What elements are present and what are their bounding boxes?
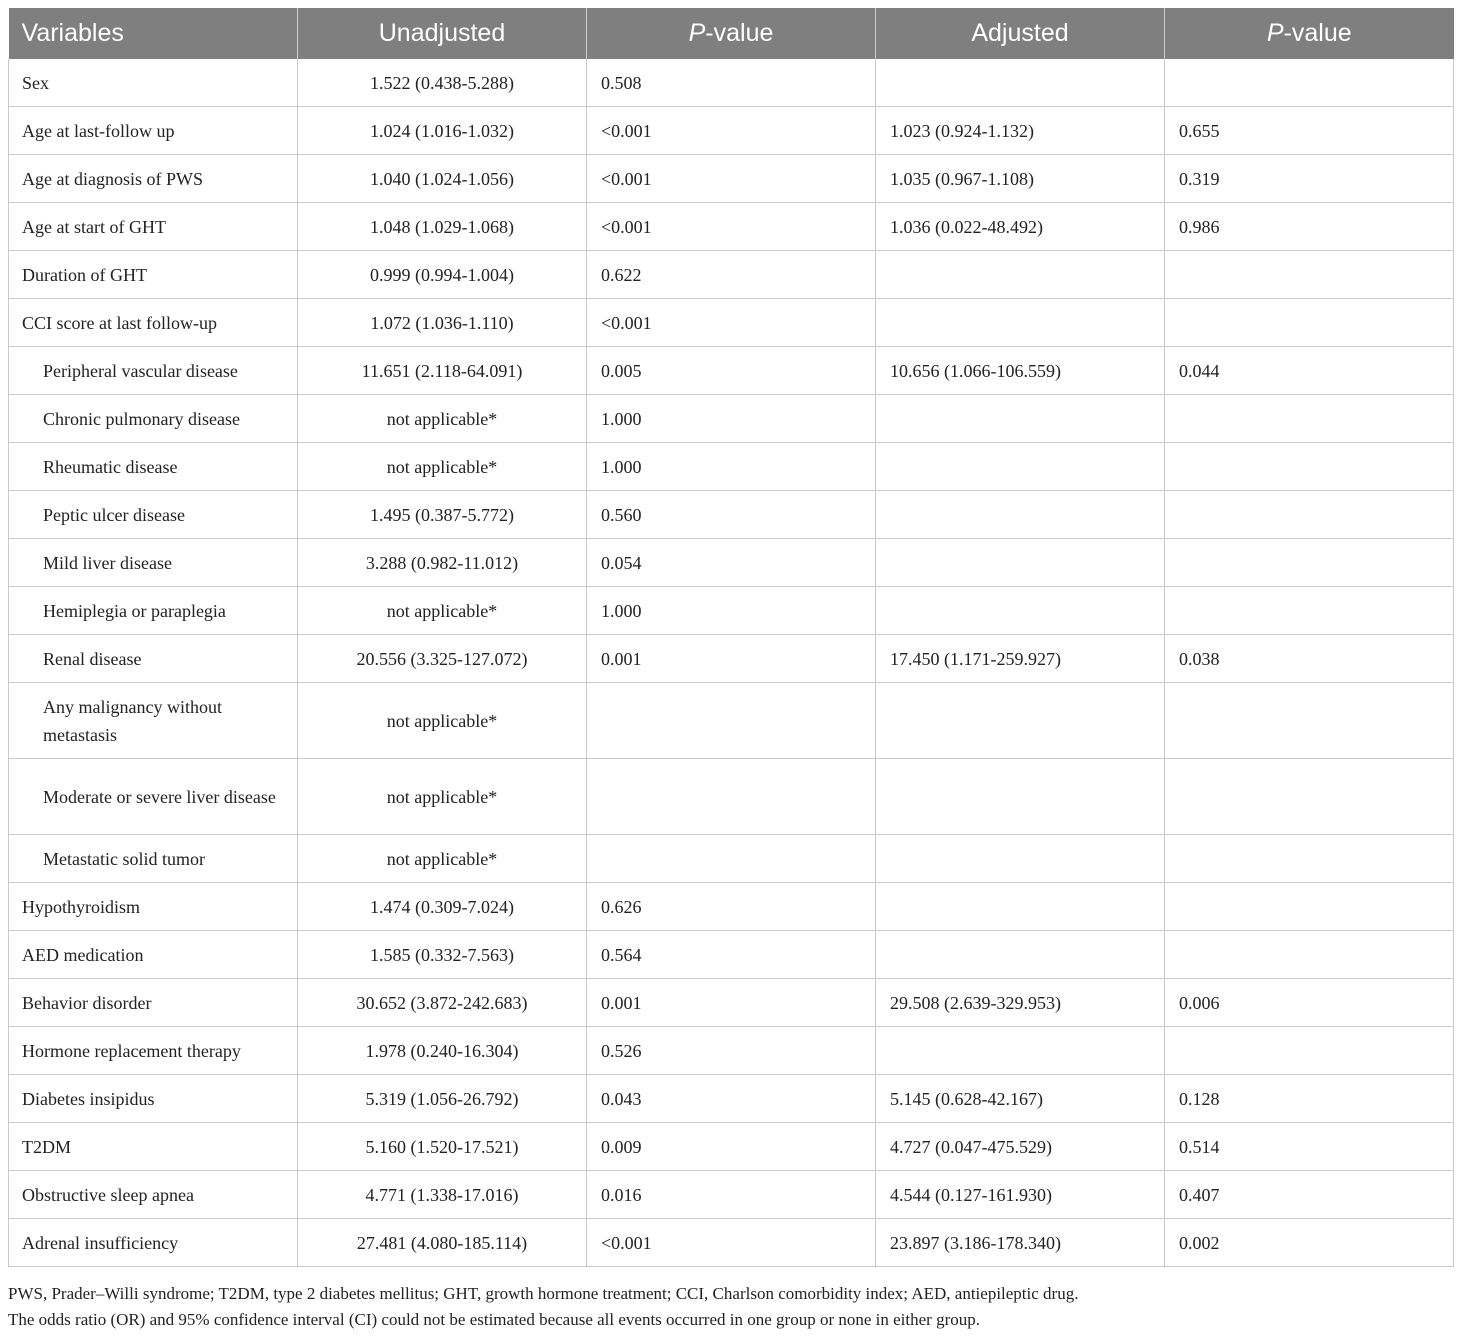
cell-unadjusted: 1.024 (1.016-1.032)	[298, 107, 587, 155]
cell-p-value-adjusted: 0.002	[1165, 1219, 1454, 1267]
cell-unadjusted: 3.288 (0.982-11.012)	[298, 539, 587, 587]
cell-p-value-adjusted	[1165, 587, 1454, 635]
cell-adjusted: 17.450 (1.171-259.927)	[876, 635, 1165, 683]
footnote-abbreviations: PWS, Prader–Willi syndrome; T2DM, type 2 diabetes mellitus; GHT, growth hormone treatment; CCI, Charlson comorbidity index; AED, antiepileptic drug.	[8, 1284, 1079, 1303]
cell-p-value-adjusted	[1165, 539, 1454, 587]
cell-p-value-adjusted	[1165, 835, 1454, 883]
cell-p-value-adjusted: 0.044	[1165, 347, 1454, 395]
table-row	[9, 299, 1454, 347]
header-p-letter: P	[688, 19, 706, 47]
cell-p-value-adjusted: 0.655	[1165, 107, 1454, 155]
cell-adjusted: 5.145 (0.628-42.167)	[876, 1075, 1165, 1123]
cell-p-value-unadjusted: 0.560	[587, 491, 876, 539]
cell-adjusted: 10.656 (1.066-106.559)	[876, 347, 1165, 395]
table-row	[9, 251, 1454, 299]
cell-variable: Rheumatic disease	[9, 443, 298, 491]
table-body	[9, 59, 1454, 1267]
cell-variable: Mild liver disease	[9, 539, 298, 587]
cell-variable: Hypothyroidism	[9, 883, 298, 931]
cell-p-value-adjusted	[1165, 759, 1454, 835]
cell-adjusted	[876, 835, 1165, 883]
cell-p-value-adjusted	[1165, 395, 1454, 443]
cell-unadjusted: 11.651 (2.118-64.091)	[298, 347, 587, 395]
table-row	[9, 539, 1454, 587]
cell-adjusted	[876, 883, 1165, 931]
cell-variable: Adrenal insufficiency	[9, 1219, 298, 1267]
cell-p-value-adjusted: 0.128	[1165, 1075, 1454, 1123]
header-p-value-adjusted	[1165, 8, 1454, 59]
cell-unadjusted: 1.474 (0.309-7.024)	[298, 883, 587, 931]
footnote-not-applicable: The odds ratio (OR) and 95% confidence interval (CI) could not be estimated because all events occurred in one group or none in either group.	[8, 1310, 980, 1329]
cell-variable: Moderate or severe liver disease	[9, 759, 298, 835]
table-footnotes	[8, 1281, 1078, 1333]
table-row	[9, 931, 1454, 979]
header-p-suffix: -value	[705, 19, 774, 47]
cell-adjusted	[876, 443, 1165, 491]
cell-adjusted: 29.508 (2.639-329.953)	[876, 979, 1165, 1027]
cell-p-value-unadjusted: 0.526	[587, 1027, 876, 1075]
cell-p-value-unadjusted: 1.000	[587, 587, 876, 635]
cell-unadjusted: 4.771 (1.338-17.016)	[298, 1171, 587, 1219]
header-p-letter: P	[1266, 19, 1284, 47]
cell-adjusted	[876, 395, 1165, 443]
cell-unadjusted: 1.048 (1.029-1.068)	[298, 203, 587, 251]
cell-p-value-unadjusted: 0.626	[587, 883, 876, 931]
cell-unadjusted: 20.556 (3.325-127.072)	[298, 635, 587, 683]
cell-variable: Renal disease	[9, 635, 298, 683]
results-table-container	[8, 8, 1453, 1267]
cell-p-value-unadjusted: 1.000	[587, 395, 876, 443]
cell-p-value-adjusted	[1165, 683, 1454, 759]
cell-p-value-unadjusted: 0.043	[587, 1075, 876, 1123]
cell-p-value-adjusted: 0.038	[1165, 635, 1454, 683]
header-variables: Variables	[9, 8, 298, 59]
cell-p-value-adjusted: 0.319	[1165, 155, 1454, 203]
cell-adjusted: 23.897 (3.186-178.340)	[876, 1219, 1165, 1267]
cell-p-value-unadjusted: <0.001	[587, 1219, 876, 1267]
cell-p-value-unadjusted: 0.564	[587, 931, 876, 979]
cell-unadjusted: 1.978 (0.240-16.304)	[298, 1027, 587, 1075]
cell-p-value-unadjusted: 0.001	[587, 635, 876, 683]
cell-variable: Age at start of GHT	[9, 203, 298, 251]
header-adjusted: Adjusted	[876, 8, 1165, 59]
cell-p-value-unadjusted: 0.622	[587, 251, 876, 299]
table-row	[9, 395, 1454, 443]
cell-variable: Peptic ulcer disease	[9, 491, 298, 539]
table-row	[9, 347, 1454, 395]
cell-p-value-adjusted	[1165, 443, 1454, 491]
cell-p-value-unadjusted: 0.005	[587, 347, 876, 395]
cell-p-value-unadjusted: 0.016	[587, 1171, 876, 1219]
cell-variable: Behavior disorder	[9, 979, 298, 1027]
table-row	[9, 203, 1454, 251]
cell-p-value-adjusted	[1165, 931, 1454, 979]
cell-unadjusted: 1.585 (0.332-7.563)	[298, 931, 587, 979]
table-row	[9, 1219, 1454, 1267]
cell-variable: Chronic pulmonary disease	[9, 395, 298, 443]
cell-unadjusted: 30.652 (3.872-242.683)	[298, 979, 587, 1027]
cell-unadjusted: not applicable*	[298, 683, 587, 759]
cell-adjusted	[876, 587, 1165, 635]
cell-variable: AED medication	[9, 931, 298, 979]
cell-p-value-adjusted: 0.407	[1165, 1171, 1454, 1219]
table-row	[9, 759, 1454, 835]
cell-unadjusted: 0.999 (0.994-1.004)	[298, 251, 587, 299]
cell-adjusted: 1.035 (0.967-1.108)	[876, 155, 1165, 203]
table-row	[9, 587, 1454, 635]
cell-unadjusted: 1.522 (0.438-5.288)	[298, 59, 587, 107]
cell-variable: Any malignancy without metastasis	[9, 683, 298, 759]
cell-adjusted: 4.727 (0.047-475.529)	[876, 1123, 1165, 1171]
header-p-suffix: -value	[1283, 19, 1352, 47]
cell-p-value-unadjusted: 0.001	[587, 979, 876, 1027]
cell-p-value-unadjusted	[587, 835, 876, 883]
table-row	[9, 1027, 1454, 1075]
table-row	[9, 835, 1454, 883]
cell-p-value-adjusted	[1165, 883, 1454, 931]
table-row	[9, 155, 1454, 203]
cell-unadjusted: not applicable*	[298, 443, 587, 491]
cell-adjusted	[876, 683, 1165, 759]
cell-adjusted	[876, 251, 1165, 299]
cell-adjusted: 1.036 (0.022-48.492)	[876, 203, 1165, 251]
cell-p-value-adjusted	[1165, 59, 1454, 107]
cell-variable: Metastatic solid tumor	[9, 835, 298, 883]
cell-variable: Hormone replacement therapy	[9, 1027, 298, 1075]
cell-variable: T2DM	[9, 1123, 298, 1171]
table-row	[9, 107, 1454, 155]
cell-unadjusted: 1.040 (1.024-1.056)	[298, 155, 587, 203]
cell-adjusted	[876, 539, 1165, 587]
cell-adjusted: 4.544 (0.127-161.930)	[876, 1171, 1165, 1219]
table-row	[9, 683, 1454, 759]
cell-adjusted	[876, 299, 1165, 347]
table-header-row	[9, 8, 1454, 59]
cell-p-value-unadjusted	[587, 759, 876, 835]
cell-p-value-adjusted: 0.986	[1165, 203, 1454, 251]
cell-variable: CCI score at last follow-up	[9, 299, 298, 347]
cell-p-value-adjusted	[1165, 299, 1454, 347]
cell-unadjusted: 1.495 (0.387-5.772)	[298, 491, 587, 539]
cell-p-value-unadjusted: 1.000	[587, 443, 876, 491]
table-row	[9, 979, 1454, 1027]
cell-variable: Sex	[9, 59, 298, 107]
cell-variable: Duration of GHT	[9, 251, 298, 299]
cell-unadjusted: 5.319 (1.056-26.792)	[298, 1075, 587, 1123]
cell-unadjusted: 27.481 (4.080-185.114)	[298, 1219, 587, 1267]
cell-p-value-unadjusted: <0.001	[587, 155, 876, 203]
cell-adjusted	[876, 759, 1165, 835]
cell-unadjusted: 1.072 (1.036-1.110)	[298, 299, 587, 347]
cell-variable: Peripheral vascular disease	[9, 347, 298, 395]
table-row	[9, 635, 1454, 683]
cell-variable: Diabetes insipidus	[9, 1075, 298, 1123]
cell-p-value-adjusted: 0.006	[1165, 979, 1454, 1027]
table-row	[9, 1171, 1454, 1219]
cell-variable: Obstructive sleep apnea	[9, 1171, 298, 1219]
cell-variable: Hemiplegia or paraplegia	[9, 587, 298, 635]
cell-p-value-unadjusted: <0.001	[587, 107, 876, 155]
cell-adjusted: 1.023 (0.924-1.132)	[876, 107, 1165, 155]
cell-p-value-unadjusted	[587, 683, 876, 759]
table-row	[9, 883, 1454, 931]
cell-unadjusted: not applicable*	[298, 395, 587, 443]
cell-unadjusted: not applicable*	[298, 835, 587, 883]
cell-p-value-unadjusted: <0.001	[587, 299, 876, 347]
cell-p-value-unadjusted: <0.001	[587, 203, 876, 251]
cell-p-value-adjusted	[1165, 1027, 1454, 1075]
cell-variable: Age at diagnosis of PWS	[9, 155, 298, 203]
table-row	[9, 1123, 1454, 1171]
cell-unadjusted: not applicable*	[298, 759, 587, 835]
cell-adjusted	[876, 931, 1165, 979]
cell-unadjusted: not applicable*	[298, 587, 587, 635]
cell-p-value-unadjusted: 0.009	[587, 1123, 876, 1171]
table-row	[9, 491, 1454, 539]
cell-variable: Age at last-follow up	[9, 107, 298, 155]
cell-unadjusted: 5.160 (1.520-17.521)	[298, 1123, 587, 1171]
cell-adjusted	[876, 1027, 1165, 1075]
table-row	[9, 443, 1454, 491]
table-row	[9, 1075, 1454, 1123]
cell-p-value-unadjusted: 0.508	[587, 59, 876, 107]
header-p-value-unadjusted	[587, 8, 876, 59]
header-unadjusted: Unadjusted	[298, 8, 587, 59]
cell-p-value-unadjusted: 0.054	[587, 539, 876, 587]
cell-p-value-adjusted	[1165, 491, 1454, 539]
table-row	[9, 59, 1454, 107]
cell-adjusted	[876, 491, 1165, 539]
results-table	[8, 8, 1454, 1267]
cell-adjusted	[876, 59, 1165, 107]
cell-p-value-adjusted: 0.514	[1165, 1123, 1454, 1171]
cell-p-value-adjusted	[1165, 251, 1454, 299]
